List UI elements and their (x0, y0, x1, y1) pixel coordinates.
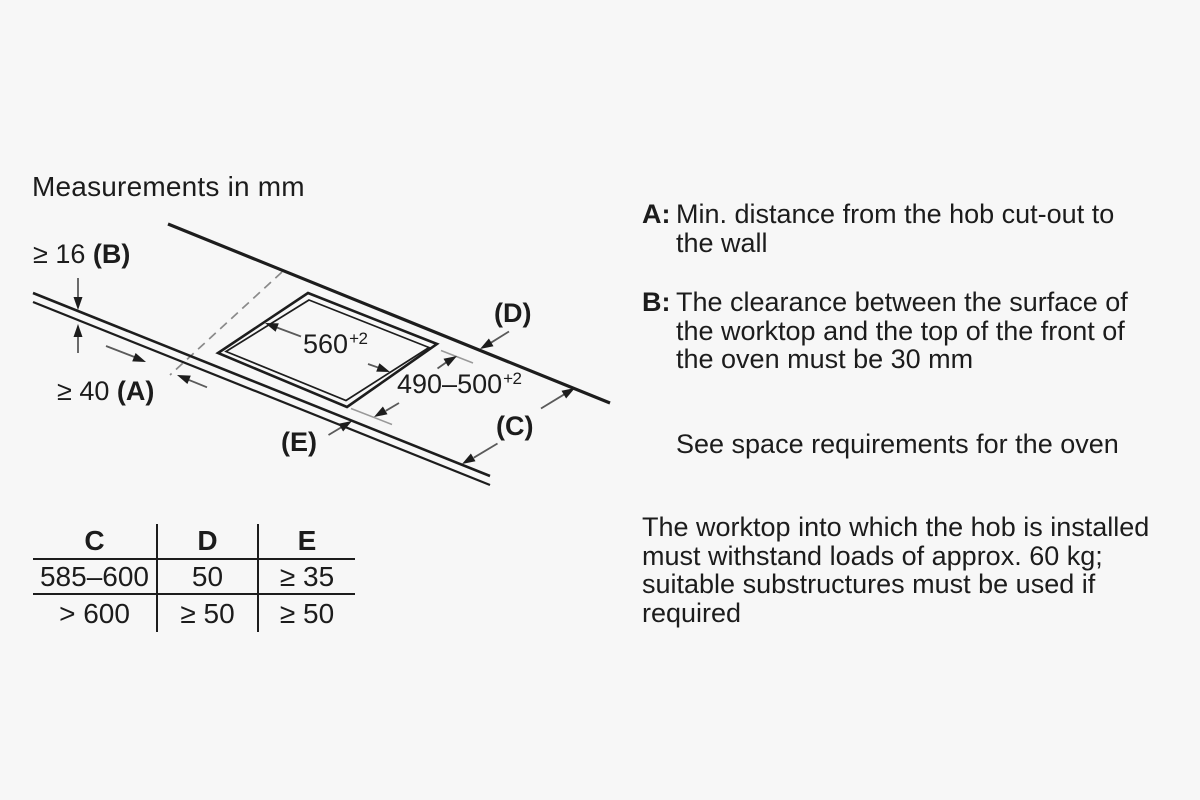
dim-width-label (303, 331, 367, 358)
dim-a-ref: (A) (116, 376, 155, 406)
note-b (642, 288, 1128, 374)
note-b-line: The clearance between the surface of (676, 287, 1128, 317)
table-cell: > 600 (33, 595, 158, 632)
dim-b-label (33, 241, 130, 268)
dim-depth-tolerance: +2 (503, 369, 522, 388)
dim-depth-value: 490–500 (397, 369, 503, 399)
dimension-table (33, 524, 355, 632)
ref-c-label: (C) (496, 411, 534, 441)
dim-a-label (57, 378, 154, 405)
note-b-line: the oven must be 30 mm (676, 344, 974, 374)
reference-d-arrow (480, 332, 509, 350)
note-b-line: the worktop and the top of the front of (676, 315, 1125, 346)
dim-width-tolerance: +2 (349, 329, 368, 348)
dim-a-value: ≥ 40 (57, 376, 117, 406)
table-cell: 585–600 (33, 560, 158, 595)
ref-e-label: (E) (281, 427, 317, 457)
dim-width-value: 560 (303, 329, 349, 359)
dim-b-ref: (B) (92, 239, 131, 269)
note-a-label: A: (642, 199, 671, 229)
note-load-line: The worktop into which the hob is installed (642, 512, 1150, 542)
note-b-label: B: (642, 287, 671, 317)
wall-dashed-line (170, 272, 282, 375)
table-header-c: C (33, 524, 158, 560)
dimension-b-arrows (74, 278, 83, 353)
table-header-d: D (158, 524, 257, 560)
table-cell: ≥ 50 (257, 595, 355, 632)
page-title: Measurements in mm (32, 171, 305, 202)
table-cell: 50 (158, 560, 257, 595)
note-a (642, 200, 1114, 257)
table-header-e: E (257, 524, 355, 560)
note-worktop-load (642, 513, 1149, 627)
note-worktop-load-text (642, 513, 1149, 627)
note-load-line: must withstand loads of approx. 60 kg; (642, 540, 1103, 571)
dim-b-value: ≥ 16 (33, 239, 93, 269)
dim-depth-label (397, 371, 522, 398)
table-cell: ≥ 50 (180, 597, 235, 629)
note-b-text (676, 288, 1128, 374)
note-load-line: suitable substructures must be used if (642, 569, 1096, 599)
ref-d-label: (D) (494, 298, 532, 328)
note-a-line: the wall (676, 227, 768, 258)
note-load-line: required (642, 597, 742, 628)
table-cell: ≥ 35 (257, 560, 355, 595)
note-a-text (676, 200, 1114, 257)
note-a-line: Min. distance from the hob cut-out to (676, 199, 1115, 229)
note-see-oven: See space requirements for the oven (676, 429, 1119, 459)
